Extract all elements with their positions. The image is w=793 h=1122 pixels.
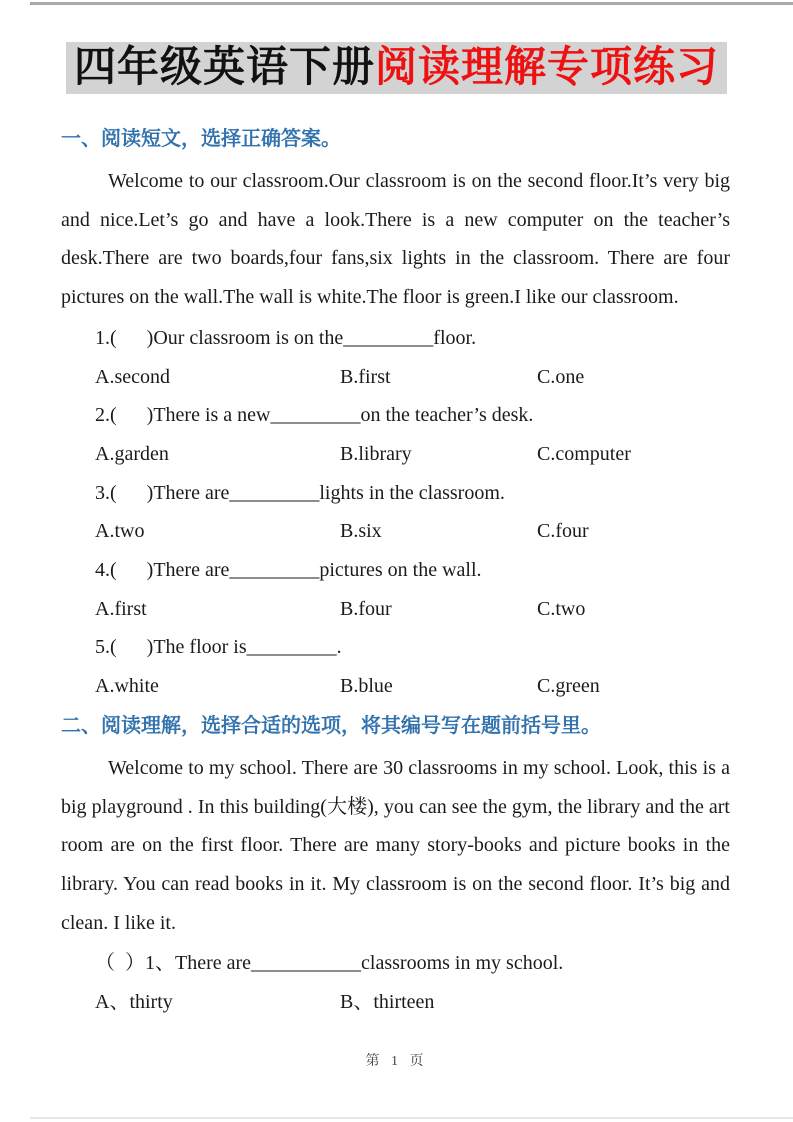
option-a: A.first: [95, 597, 147, 620]
option-a: A.second: [95, 365, 170, 388]
option-c: [537, 983, 730, 1022]
question-options: [61, 435, 730, 474]
page-title: [66, 42, 727, 94]
question-prompt: 3.( )There are_________lights in the classroom.: [95, 481, 505, 504]
option-a: A.white: [95, 675, 159, 698]
option-b: B.library: [340, 442, 412, 465]
question-options: [61, 667, 730, 706]
question-block: [61, 551, 730, 628]
option-c: C.green: [537, 675, 600, 698]
option-b: B.four: [340, 597, 392, 620]
question-options: [61, 590, 730, 629]
option-b: B、thirteen: [340, 991, 435, 1014]
question-block: [61, 628, 730, 705]
option-b: B.blue: [340, 675, 393, 698]
option-b: B.six: [340, 520, 382, 543]
title-wrap: [0, 0, 793, 94]
question-prompt: （ ）1、There are___________classrooms in my school.: [95, 952, 564, 975]
section2-heading: 二、阅读理解，选择合适的选项，将其编号写在题前括号里。: [61, 714, 601, 737]
section1-heading: 一、阅读短文，选择正确答案。: [61, 128, 341, 150]
option-c: C.one: [537, 365, 585, 388]
option-a: A.garden: [95, 442, 169, 465]
question-block: [61, 319, 730, 396]
option-a: A、thirty: [95, 991, 173, 1014]
question-block: [61, 944, 730, 1021]
option-a: A.two: [95, 520, 145, 543]
question-prompt: 4.( )There are_________pictures on the wall.: [95, 559, 482, 582]
section1-passage: Welcome to our classroom.Our classroom is on the second floor.It’s very big and nice.Let’s go and have a look.There is a new computer on the teacher’s desk.There are two boards,four fans,six lights in the classroom. There are four pictures on the wall.The wall is white.The floor is green.I like our classroom.: [61, 170, 730, 309]
question-options: [61, 983, 730, 1022]
section1-questions: [61, 319, 730, 706]
top-border-rule: [30, 2, 793, 5]
question-prompt: 1.( )Our classroom is on the_________floor.: [95, 326, 477, 349]
page-number-footer: 第 1 页: [365, 1054, 428, 1069]
section2-questions: [61, 944, 730, 1021]
option-c: C.computer: [537, 442, 631, 465]
bottom-border-rule: [30, 1117, 793, 1119]
page-title-black-part: 四年级英语下册: [73, 43, 375, 90]
question-block: [61, 396, 730, 473]
option-c: C.four: [537, 520, 589, 543]
question-block: [61, 474, 730, 551]
question-prompt: 5.( )The floor is_________.: [95, 636, 342, 659]
option-c: C.two: [537, 597, 586, 620]
section2-passage: Welcome to my school. There are 30 classrooms in my school. Look, this is a big playground . In this building(大楼), you can see the gym, the library and the art room are on the first floor. There are many story-books and picture books in the library. You can read books in it. My classroom is on the second floor. It’s big and clean. I like it.: [61, 756, 730, 934]
question-options: [61, 512, 730, 551]
question-prompt: 2.( )There is a new_________on the teacher’s desk.: [95, 404, 534, 427]
question-options: [61, 358, 730, 397]
option-b: B.first: [340, 365, 391, 388]
page-title-red-part: 阅读理解专项练习: [375, 43, 720, 90]
